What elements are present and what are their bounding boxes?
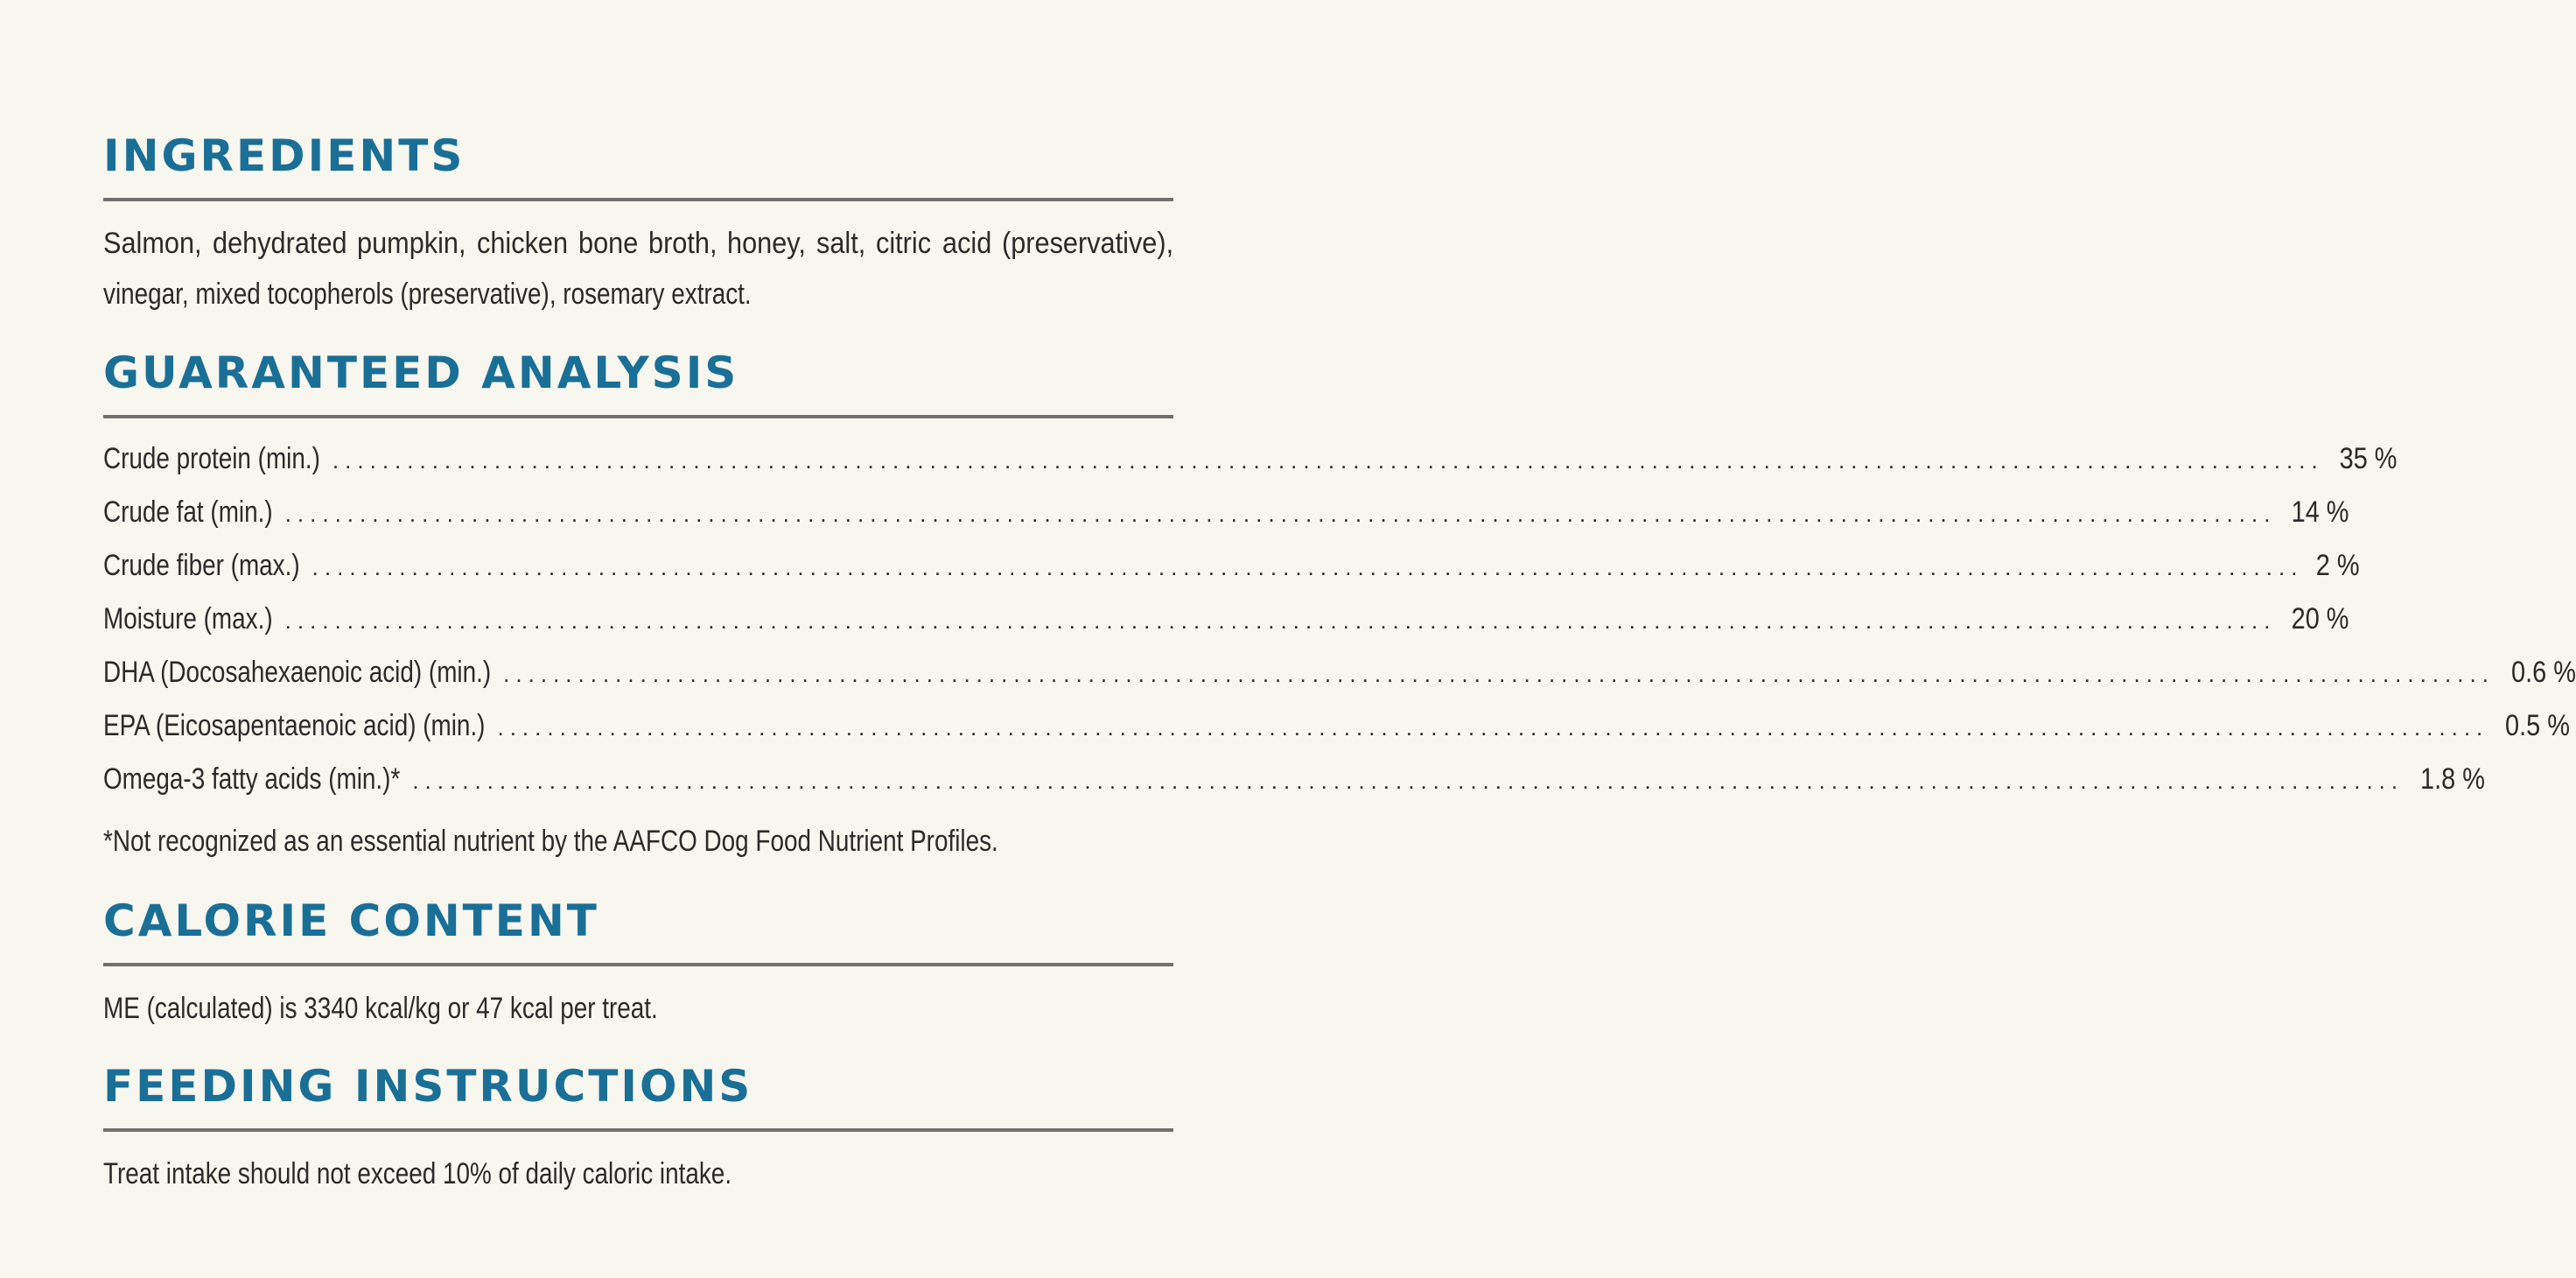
analysis-row: [103, 646, 2576, 699]
analysis-label: EPA (Eicosapentaenoic acid) (min.): [103, 709, 486, 742]
analysis-value: 14 %: [2292, 495, 2349, 529]
dot-leader: ................................................................................................................................................................: [284, 607, 2277, 634]
ingredients-word: bone: [578, 227, 638, 260]
ingredients-divider: [103, 198, 1173, 201]
analysis-value: 35 %: [2339, 442, 2398, 475]
ingredients-word: dehydrated: [212, 227, 347, 260]
dot-leader: ................................................................................................................................................................: [412, 768, 2404, 794]
calorie-content-divider: [103, 963, 1173, 966]
analysis-value: 0.6 %: [2510, 656, 2576, 689]
dot-leader: ................................................................................................................................................................: [332, 447, 2324, 474]
analysis-value: 2 %: [2316, 549, 2361, 582]
analysis-row: [103, 539, 2361, 593]
feeding-instructions-heading: FEEDING INSTRUCTIONS: [103, 1061, 753, 1112]
ingredients-word: pumpkin,: [357, 227, 466, 260]
calorie-content-text: ME (calculated) is 3340 kcal/kg or 47 kcal per treat.: [103, 992, 658, 1025]
guaranteed-analysis-divider: [103, 415, 1173, 418]
analysis-label: Crude fat (min.): [103, 495, 273, 529]
calorie-content-heading: CALORIE CONTENT: [103, 895, 599, 946]
analysis-label: Moisture (max.): [103, 602, 273, 635]
ingredients-word: salt,: [816, 227, 866, 260]
ingredients-word: acid: [942, 227, 991, 260]
ingredients-text-line-2: vinegar, mixed tocopherols (preservative), rosemary extract.: [103, 277, 752, 311]
analysis-row: [103, 593, 2349, 646]
analysis-value: 20 %: [2292, 602, 2349, 635]
ingredients-word: broth,: [648, 227, 718, 260]
dot-leader: ................................................................................................................................................................: [284, 501, 2277, 527]
analysis-row: [103, 432, 2398, 486]
analysis-label: DHA (Docosahexaenoic acid) (min.): [103, 656, 492, 689]
ingredients-word: citric: [876, 227, 932, 260]
analysis-label: Omega-3 fatty acids (min.)*: [103, 762, 401, 796]
analysis-footnote: *Not recognized as an essential nutrient by the AAFCO Dog Food Nutrient Profiles.: [103, 825, 998, 858]
ingredients-heading: INGREDIENTS: [103, 130, 466, 181]
ingredients-word: Salmon,: [103, 227, 202, 260]
analysis-value: 1.8 %: [2420, 762, 2486, 796]
ingredients-word: (preservative),: [1001, 227, 1173, 260]
guaranteed-analysis-heading: GUARANTEED ANALYSIS: [103, 348, 739, 398]
feeding-instructions-divider: [103, 1128, 1173, 1132]
analysis-label: Crude protein (min.): [103, 442, 320, 475]
analysis-row: [103, 699, 2571, 753]
dot-leader: ................................................................................................................................................................: [312, 554, 2304, 580]
ingredients-text-line-1: [103, 218, 1173, 269]
ingredients-word: honey,: [727, 227, 807, 260]
analysis-row: [103, 486, 2349, 539]
dot-leader: ................................................................................................................................................................: [503, 661, 2495, 687]
ingredients-word: chicken: [476, 227, 568, 260]
dot-leader: ................................................................................................................................................................: [497, 714, 2489, 741]
feeding-instructions-text: Treat intake should not exceed 10% of daily caloric intake.: [103, 1157, 732, 1190]
guaranteed-analysis-list: [103, 432, 2576, 806]
analysis-value: 0.5 %: [2505, 709, 2571, 742]
ingredients-text: [103, 218, 1173, 320]
analysis-row: [103, 753, 2486, 806]
analysis-label: Crude fiber (max.): [103, 549, 300, 582]
